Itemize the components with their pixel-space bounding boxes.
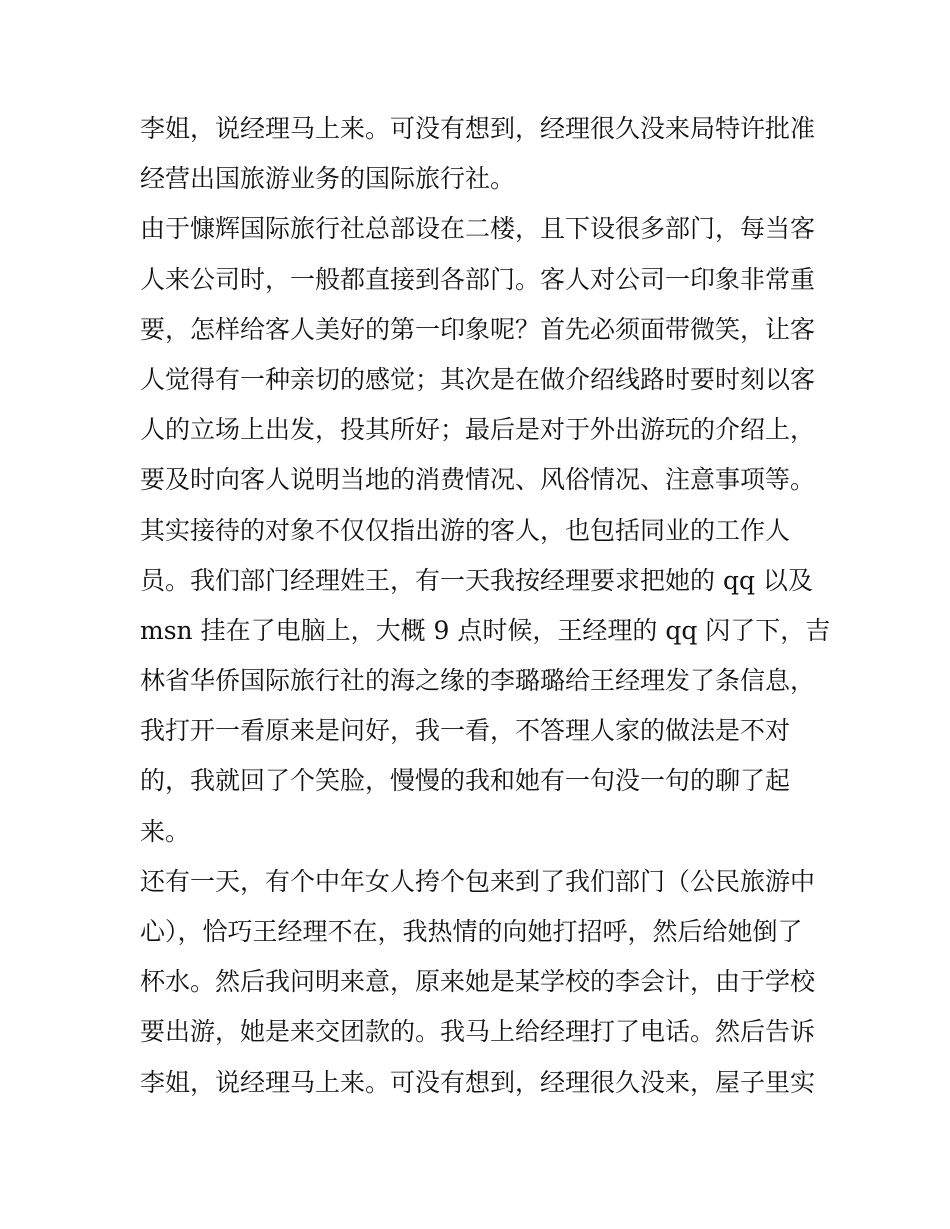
text-line: 李姐，说经理马上来。可没有想到，经理很久没来局特许批准 bbox=[140, 114, 816, 143]
body-text bbox=[140, 104, 830, 1108]
text-line: 的，我就回了个笑脸，慢慢的我和她有一句没一句的聊了起 bbox=[140, 766, 791, 796]
text-line: 经营出国旅游业务的国际旅行社。 bbox=[140, 164, 516, 194]
text-line: 其实接待的对象不仅仅指出游的客人，也包括同业的工作人 bbox=[140, 515, 791, 545]
text-line: 我打开一看原来是问好，我一看，不答理人家的做法是不对 bbox=[140, 716, 791, 746]
text-line: 杯水。然后我问明来意，原来她是某学校的李会计，由于学校 bbox=[140, 967, 816, 997]
text-line: 林省华侨国际旅行社的海之缘的李璐璐给王经理发了条信息， bbox=[140, 666, 816, 696]
text-line: msn 挂在了电脑上，大概 9 点时候，王经理的 qq 闪了下，吉 bbox=[140, 615, 830, 645]
text-line: 要，怎样给客人美好的第一印象呢？首先必须面带微笑，让客 bbox=[140, 314, 816, 344]
text-line: 要及时向客人说明当地的消费情况、风俗情况、注意事项等。 bbox=[140, 465, 816, 495]
text-line: 心），恰巧王经理不在，我热情的向她打招呼，然后给她倒了 bbox=[140, 917, 803, 946]
text-line: 来。 bbox=[140, 816, 191, 846]
text-line: 要出游，她是来交团款的。我马上给经理打了电话。然后告诉 bbox=[140, 1017, 816, 1047]
text-line: 员。我们部门经理姓王，有一天我按经理要求把她的 qq 以及 bbox=[140, 565, 813, 595]
text-line: 由于慷辉国际旅行社总部设在二楼，且下设很多部门，每当客 bbox=[140, 214, 816, 244]
text-line: 人的立场上出发，投其所好；最后是对于外出游玩的介绍上， bbox=[140, 415, 816, 445]
text-line: 李姐，说经理马上来。可没有想到，经理很久没来，屋子里实 bbox=[140, 1067, 816, 1097]
text-line: 人来公司时，一般都直接到各部门。客人对公司一印象非常重 bbox=[140, 264, 816, 294]
text-line: 人觉得有一种亲切的感觉；其次是在做介绍线路时要时刻以客 bbox=[140, 364, 816, 394]
text-line: 还有一天，有个中年女人挎个包来到了我们部门（公民旅游中 bbox=[140, 866, 816, 896]
